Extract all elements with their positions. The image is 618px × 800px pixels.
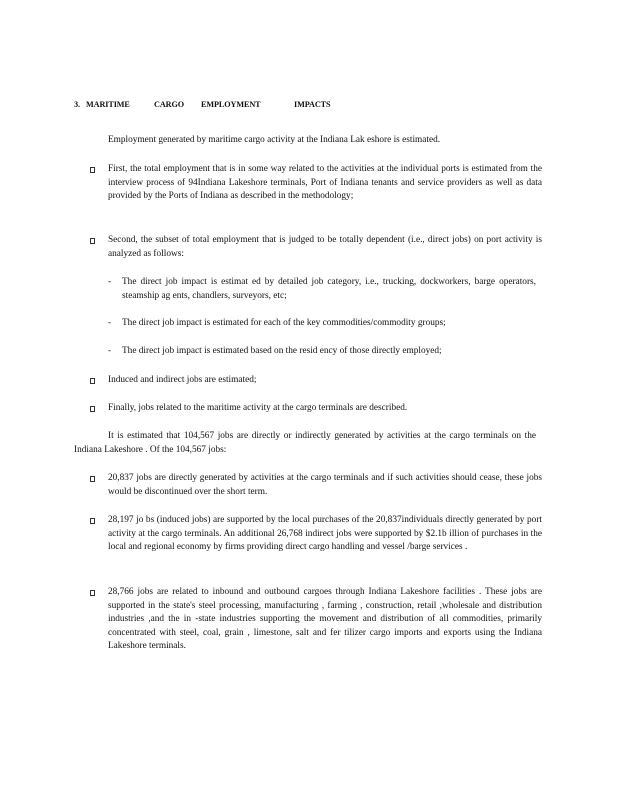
bullet-box-icon xyxy=(90,590,95,596)
bullet-paragraph: Finally, jobs related to the maritime activity at the cargo terminals are described. xyxy=(108,403,408,413)
estimate-text: It is estimated that 104,567 jobs are directly or indirectly generated by activities at the cargo terminals on the Indiana Lakeshore . Of the 104,567 jobs: xyxy=(74,431,536,455)
estimate-paragraph xyxy=(74,430,536,457)
sub-item xyxy=(122,276,536,303)
dash-marker: - xyxy=(108,346,112,356)
heading-word: IMPACTS xyxy=(294,100,331,109)
bullet-paragraph: Induced and indirect jobs are estimated; xyxy=(108,375,257,385)
bullet-box-icon xyxy=(90,406,95,412)
bullet-box-icon xyxy=(90,518,95,524)
dash-marker: - xyxy=(108,277,112,287)
bullet-box-icon xyxy=(90,238,95,244)
bullet-paragraph: 28,197 jo bs (induced jobs) are supported by the local purchases of the 20,837individuals directly generated by port activity at the cargo terminals. An additional 26,768 indirect jobs were supported by $2.1b illion of purchases in the local and regional economy by firms providing direct cargo handling and vessel /barge services . xyxy=(108,515,542,553)
sub-item-text: The direct job impact is estimated based on the resid ency of those directly employed; xyxy=(122,346,442,356)
bullet-box-icon xyxy=(90,476,95,482)
heading-word: CARGO xyxy=(154,100,184,109)
bullet-paragraph: Second, the subset of total employment that is judged to be totally dependent (i.e., direct jobs) on port activity is analyzed as follows: xyxy=(108,235,542,259)
dash-marker: - xyxy=(108,318,112,328)
section-number: 3. xyxy=(74,100,80,109)
sub-item-text: The direct job impact is estimat ed by detailed job category, i.e., trucking, dockworkers, barge operators, steamship ag ents, chandlers, surveyors, etc; xyxy=(122,277,536,301)
bullet-paragraph: 28,766 jobs are related to inbound and outbound cargoes through Indiana Lakeshore facilities . These jobs are supported in the state's steel processing, manufacturing , farming , construction, retail ,wholesale and distribution industries ,and the in -state industries supporting the movement and distribution of all commodities, primarily concentrated with steel, coal, grain , limestone, salt and fer tilizer cargo imports and exports using the Indiana Lakeshore terminals. xyxy=(108,587,542,652)
heading-word: MARITIME xyxy=(86,100,130,109)
bullet-box-icon xyxy=(90,167,95,173)
bullet-paragraph: First, the total employment that is in some way related to the activities at the individual ports is estimated from the interview process of 94Indiana Lakeshore terminals, Port of Indiana tenants and service providers as well as data provided by the Ports of Indiana as described in the methodology; xyxy=(108,164,542,202)
bullet-box-icon xyxy=(90,378,95,384)
sub-item-text: The direct job impact is estimated for each of the key commodities/commodity groups; xyxy=(122,318,446,328)
heading-word: EMPLOYMENT xyxy=(201,100,261,109)
intro-paragraph: Employment generated by maritime cargo activity at the Indiana Lak eshore is estimated. xyxy=(108,135,441,145)
bullet-paragraph: 20,837 jobs are directly generated by activities at the cargo terminals and if such activities should cease, these jobs would be discontinued over the short term. xyxy=(108,473,542,497)
